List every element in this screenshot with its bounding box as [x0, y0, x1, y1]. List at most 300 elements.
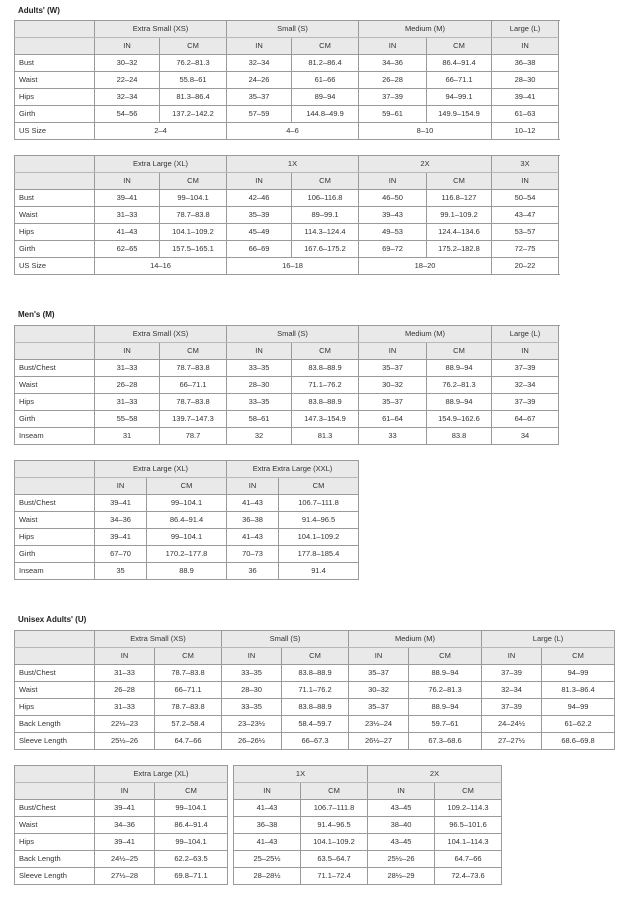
unit-header-cm: CM: [155, 783, 228, 800]
row-label-inseam: Inseam: [15, 563, 95, 580]
measurement-cell: 66–67.3: [282, 733, 349, 750]
measurement-cell: 71.1–76.2: [282, 682, 349, 699]
unit-header-cm: CM: [292, 343, 359, 360]
measurement-cell: 25½–26: [368, 851, 435, 868]
size-header-extra-small: Extra Small (XS): [95, 326, 227, 343]
unit-header-cm: CM: [435, 783, 502, 800]
measurement-cell: 88.9: [147, 563, 227, 580]
measurement-cell: 71.1–76.2: [292, 377, 359, 394]
table-row: [234, 834, 502, 851]
measurement-cell: 31–33: [95, 665, 155, 682]
table-row: [15, 224, 559, 241]
section-heading-adults-w: Adults' (W): [18, 6, 60, 15]
table-row: [15, 716, 615, 733]
measurement-cell: 35–39: [227, 207, 292, 224]
measurement-cell: 64.7–66: [435, 851, 502, 868]
unit-header-cm: CM: [282, 648, 349, 665]
measurement-cell: 116.8–127: [427, 190, 492, 207]
table-row: [15, 546, 359, 563]
measurement-cell: 24–24½: [482, 716, 542, 733]
unit-header-in: IN: [359, 173, 427, 190]
row-label-waist: Waist: [15, 377, 95, 394]
measurement-cell: 86.4–91.4: [155, 817, 228, 834]
measurement-cell: 27½–28: [95, 868, 155, 885]
row-label-hips: Hips: [15, 224, 95, 241]
table-row: [15, 360, 559, 377]
table-corner: [15, 156, 95, 173]
unit-header-in: IN: [349, 648, 409, 665]
table-corner: [15, 461, 95, 478]
measurement-cell: 68.6–69.8: [542, 733, 615, 750]
table-row: [15, 800, 228, 817]
measurement-cell: 26½–27: [349, 733, 409, 750]
unit-header-in: IN: [95, 478, 147, 495]
unit-header-cm: CM: [292, 38, 359, 55]
measurement-cell: 72–75: [492, 241, 559, 258]
row-label-us-size: US Size: [15, 123, 95, 140]
measurement-cell: 26–26½: [222, 733, 282, 750]
measurement-cell: 23½–24: [349, 716, 409, 733]
table-row: [15, 207, 559, 224]
measurement-cell: 34–36: [95, 817, 155, 834]
measurement-cell: 31–33: [95, 207, 160, 224]
size-header-2x: 2X: [359, 156, 492, 173]
us-size-cell: 8–10: [359, 123, 492, 140]
measurement-cell: 91.4–96.5: [279, 512, 359, 529]
row-label-sleeve-length: Sleeve Length: [15, 733, 95, 750]
measurement-cell: 76.2–81.3: [427, 377, 492, 394]
measurement-cell: 50–54: [492, 190, 559, 207]
unit-header-in: IN: [359, 343, 427, 360]
unit-header-in: IN: [492, 343, 559, 360]
measurement-cell: 28–30: [227, 377, 292, 394]
table-row: [15, 89, 559, 106]
unit-header-cm: CM: [301, 783, 368, 800]
row-label-waist: Waist: [15, 512, 95, 529]
measurement-cell: 45–49: [227, 224, 292, 241]
size-table-adults-w-xs-l: [14, 20, 559, 140]
measurement-cell: 32: [227, 428, 292, 445]
measurement-cell: 33–35: [222, 699, 282, 716]
row-label-girth: Girth: [15, 241, 95, 258]
measurement-cell: 61–62.2: [542, 716, 615, 733]
table-row: [15, 665, 615, 682]
unit-header-cm: CM: [542, 648, 615, 665]
table-row: [15, 563, 359, 580]
table-row: [15, 512, 359, 529]
measurement-cell: 81.2–86.4: [292, 55, 359, 72]
measurement-cell: 58–61: [227, 411, 292, 428]
measurement-cell: 78.7–83.8: [160, 360, 227, 377]
measurement-cell: 23–23½: [222, 716, 282, 733]
measurement-cell: 33–35: [222, 665, 282, 682]
measurement-cell: 66–71.1: [155, 682, 222, 699]
measurement-cell: 86.4–91.4: [147, 512, 227, 529]
section-heading-mens: Men's (M): [18, 310, 55, 319]
row-label-waist: Waist: [15, 207, 95, 224]
measurement-cell: 96.5–101.6: [435, 817, 502, 834]
measurement-cell: 58.4–59.7: [282, 716, 349, 733]
measurement-cell: 106–116.8: [292, 190, 359, 207]
size-header-large: Large (L): [492, 21, 559, 38]
measurement-cell: 62–65: [95, 241, 160, 258]
measurement-cell: 71.1–72.4: [301, 868, 368, 885]
table-row: [15, 529, 359, 546]
row-label-bust-chest: Bust/Chest: [15, 495, 95, 512]
unit-header-in: IN: [227, 173, 292, 190]
section-heading-unisex: Unisex Adults' (U): [18, 615, 87, 624]
measurement-cell: 55.8–61: [160, 72, 227, 89]
size-table-unisex-xs-l: [14, 630, 615, 750]
table-corner: [15, 478, 95, 495]
measurement-cell: 37–39: [482, 699, 542, 716]
size-header-small: Small (S): [227, 21, 359, 38]
measurement-cell: 41–43: [234, 800, 301, 817]
measurement-cell: 24½–25: [95, 851, 155, 868]
measurement-cell: 91.4–96.5: [301, 817, 368, 834]
table-corner: [15, 326, 95, 343]
measurement-cell: 34–36: [359, 55, 427, 72]
unit-header-in: IN: [227, 343, 292, 360]
measurement-cell: 137.2–142.2: [160, 106, 227, 123]
unit-header-in: IN: [368, 783, 435, 800]
unit-header-in: IN: [95, 38, 160, 55]
unit-header-in: IN: [227, 478, 279, 495]
measurement-cell: 34: [492, 428, 559, 445]
row-label-sleeve-length: Sleeve Length: [15, 868, 95, 885]
measurement-cell: 81.3–86.4: [160, 89, 227, 106]
measurement-cell: 109.2–114.3: [435, 800, 502, 817]
unit-header-in: IN: [492, 38, 559, 55]
row-label-waist: Waist: [15, 682, 95, 699]
unit-header-in: IN: [95, 173, 160, 190]
measurement-cell: 26–28: [95, 377, 160, 394]
measurement-cell: 177.8–185.4: [279, 546, 359, 563]
measurement-cell: 28–30: [492, 72, 559, 89]
us-size-cell: 2–4: [95, 123, 227, 140]
measurement-cell: 99–104.1: [147, 529, 227, 546]
size-header-extra-small: Extra Small (XS): [95, 631, 222, 648]
table-row: [234, 868, 502, 885]
size-header-large: Large (L): [482, 631, 615, 648]
measurement-cell: 91.4: [279, 563, 359, 580]
unit-header-cm: CM: [279, 478, 359, 495]
size-table-adults-w-xl-3x: [14, 155, 559, 275]
us-size-row: [15, 258, 559, 275]
unit-header-cm: CM: [292, 173, 359, 190]
size-header-extra-large: Extra Large (XL): [95, 766, 228, 783]
size-header-2x: 2X: [368, 766, 502, 783]
table-row: [15, 72, 559, 89]
size-header-extra-extra-large: Extra Extra Large (XXL): [227, 461, 359, 478]
measurement-cell: 64.7–66: [155, 733, 222, 750]
measurement-cell: 67–70: [95, 546, 147, 563]
measurement-cell: 76.2–81.3: [409, 682, 482, 699]
measurement-cell: 37–39: [492, 360, 559, 377]
measurement-cell: 33: [359, 428, 427, 445]
measurement-cell: 33–35: [227, 394, 292, 411]
measurement-cell: 86.4–91.4: [427, 55, 492, 72]
measurement-cell: 83.8–88.9: [282, 665, 349, 682]
measurement-cell: 25–25½: [234, 851, 301, 868]
measurement-cell: 89–99.1: [292, 207, 359, 224]
unit-header-in: IN: [227, 38, 292, 55]
measurement-cell: 39–41: [95, 529, 147, 546]
row-label-bust: Bust: [15, 55, 95, 72]
measurement-cell: 36–38: [227, 512, 279, 529]
measurement-cell: 66–71.1: [427, 72, 492, 89]
us-size-cell: 10–12: [492, 123, 559, 140]
measurement-cell: 24–26: [227, 72, 292, 89]
measurement-cell: 28–30: [222, 682, 282, 699]
unit-header-in: IN: [95, 343, 160, 360]
row-label-girth: Girth: [15, 106, 95, 123]
measurement-cell: 36–38: [492, 55, 559, 72]
measurement-cell: 30–32: [359, 377, 427, 394]
table-row: [15, 394, 559, 411]
measurement-cell: 39–41: [95, 800, 155, 817]
measurement-cell: 61–64: [359, 411, 427, 428]
measurement-cell: 114.3–124.4: [292, 224, 359, 241]
measurement-cell: 104.1–109.2: [279, 529, 359, 546]
measurement-cell: 99–104.1: [155, 834, 228, 851]
measurement-cell: 78.7–83.8: [155, 699, 222, 716]
measurement-cell: 32–34: [227, 55, 292, 72]
measurement-cell: 124.4–134.6: [427, 224, 492, 241]
measurement-cell: 67.3–68.6: [409, 733, 482, 750]
measurement-cell: 41–43: [227, 529, 279, 546]
table-row: [15, 106, 559, 123]
table-row: [15, 411, 559, 428]
unit-header-cm: CM: [409, 648, 482, 665]
us-size-cell: 4–6: [227, 123, 359, 140]
us-size-cell: 14–16: [95, 258, 227, 275]
measurement-cell: 43–45: [368, 834, 435, 851]
row-label-bust: Bust: [15, 190, 95, 207]
measurement-cell: 35–37: [349, 699, 409, 716]
measurement-cell: 36–38: [234, 817, 301, 834]
measurement-cell: 104.1–109.2: [160, 224, 227, 241]
unit-header-cm: CM: [155, 648, 222, 665]
measurement-cell: 26–28: [359, 72, 427, 89]
measurement-cell: 63.5–64.7: [301, 851, 368, 868]
measurement-cell: 66–69: [227, 241, 292, 258]
unit-header-in: IN: [359, 38, 427, 55]
unit-header-in: IN: [482, 648, 542, 665]
table-row: [15, 817, 228, 834]
unit-header-cm: CM: [427, 343, 492, 360]
measurement-cell: 99–104.1: [160, 190, 227, 207]
table-row: [15, 733, 615, 750]
measurement-cell: 41–43: [95, 224, 160, 241]
measurement-cell: 37–39: [492, 394, 559, 411]
measurement-cell: 78.7–83.8: [155, 665, 222, 682]
measurement-cell: 94–99: [542, 699, 615, 716]
measurement-cell: 167.6–175.2: [292, 241, 359, 258]
size-header-small: Small (S): [222, 631, 349, 648]
measurement-cell: 106.7–111.8: [279, 495, 359, 512]
measurement-cell: 54–56: [95, 106, 160, 123]
measurement-cell: 144.8–49.9: [292, 106, 359, 123]
unit-header-cm: CM: [160, 173, 227, 190]
measurement-cell: 57–59: [227, 106, 292, 123]
measurement-cell: 62.2–63.5: [155, 851, 228, 868]
table-row: [15, 834, 228, 851]
measurement-cell: 35: [95, 563, 147, 580]
unit-header-cm: CM: [427, 38, 492, 55]
measurement-cell: 35–37: [359, 394, 427, 411]
measurement-cell: 35–37: [227, 89, 292, 106]
measurement-cell: 83.8–88.9: [292, 360, 359, 377]
measurement-cell: 32–34: [492, 377, 559, 394]
measurement-cell: 61–63: [492, 106, 559, 123]
measurement-cell: 69.8–71.1: [155, 868, 228, 885]
measurement-cell: 149.9–154.9: [427, 106, 492, 123]
row-label-hips: Hips: [15, 699, 95, 716]
measurement-cell: 83.8–88.9: [292, 394, 359, 411]
measurement-cell: 89–94: [292, 89, 359, 106]
row-label-hips: Hips: [15, 529, 95, 546]
table-corner: [15, 343, 95, 360]
measurement-cell: 61–66: [292, 72, 359, 89]
measurement-cell: 41–43: [227, 495, 279, 512]
table-row: [234, 851, 502, 868]
size-table-unisex-1x-2x: [233, 765, 502, 885]
measurement-cell: 30–32: [349, 682, 409, 699]
size-header-medium: Medium (M): [349, 631, 482, 648]
row-label-hips: Hips: [15, 394, 95, 411]
size-header-1x: 1X: [227, 156, 359, 173]
size-header-medium: Medium (M): [359, 326, 492, 343]
measurement-cell: 81.3: [292, 428, 359, 445]
measurement-cell: 38–40: [368, 817, 435, 834]
size-header-extra-large: Extra Large (XL): [95, 156, 227, 173]
row-label-waist: Waist: [15, 817, 95, 834]
table-row: [234, 800, 502, 817]
measurement-cell: 72.4–73.6: [435, 868, 502, 885]
measurement-cell: 94–99: [542, 665, 615, 682]
table-corner: [15, 631, 95, 648]
measurement-cell: 34–36: [95, 512, 147, 529]
measurement-cell: 88.9–94: [409, 699, 482, 716]
measurement-cell: 88.9–94: [427, 394, 492, 411]
measurement-cell: 39–41: [95, 834, 155, 851]
measurement-cell: 42–46: [227, 190, 292, 207]
measurement-cell: 32–34: [95, 89, 160, 106]
table-corner: [15, 21, 95, 38]
measurement-cell: 94–99.1: [427, 89, 492, 106]
table-corner: [15, 38, 95, 55]
measurement-cell: 36: [227, 563, 279, 580]
size-header-large: Large (L): [492, 326, 559, 343]
us-size-row: [15, 123, 559, 140]
measurement-cell: 88.9–94: [409, 665, 482, 682]
measurement-cell: 39–41: [95, 190, 160, 207]
measurement-cell: 64–67: [492, 411, 559, 428]
row-label-hips: Hips: [15, 89, 95, 106]
unit-header-cm: CM: [147, 478, 227, 495]
size-header-3x: 3X: [492, 156, 559, 173]
size-table-unisex-xl: [14, 765, 228, 885]
us-size-cell: 18–20: [359, 258, 492, 275]
measurement-cell: 55–58: [95, 411, 160, 428]
measurement-cell: 139.7–147.3: [160, 411, 227, 428]
measurement-cell: 31–33: [95, 699, 155, 716]
unit-header-in: IN: [95, 648, 155, 665]
table-row: [15, 377, 559, 394]
measurement-cell: 49–53: [359, 224, 427, 241]
measurement-cell: 99.1–109.2: [427, 207, 492, 224]
measurement-cell: 106.7–111.8: [301, 800, 368, 817]
table-row: [15, 851, 228, 868]
measurement-cell: 70–73: [227, 546, 279, 563]
unit-header-in: IN: [95, 783, 155, 800]
row-label-bust-chest: Bust/Chest: [15, 800, 95, 817]
size-header-medium: Medium (M): [359, 21, 492, 38]
table-row: [15, 699, 615, 716]
row-label-waist: Waist: [15, 72, 95, 89]
measurement-cell: 35–37: [359, 360, 427, 377]
measurement-cell: 46–50: [359, 190, 427, 207]
unit-header-in: IN: [222, 648, 282, 665]
row-label-inseam: Inseam: [15, 428, 95, 445]
measurement-cell: 78.7–83.8: [160, 394, 227, 411]
table-row: [15, 495, 359, 512]
table-row: [15, 241, 559, 258]
measurement-cell: 39–43: [359, 207, 427, 224]
measurement-cell: 76.2–81.3: [160, 55, 227, 72]
measurement-cell: 170.2–177.8: [147, 546, 227, 563]
row-label-back-length: Back Length: [15, 716, 95, 733]
size-header-extra-large: Extra Large (XL): [95, 461, 227, 478]
measurement-cell: 41–43: [234, 834, 301, 851]
measurement-cell: 39–41: [95, 495, 147, 512]
measurement-cell: 33–35: [227, 360, 292, 377]
measurement-cell: 66–71.1: [160, 377, 227, 394]
measurement-cell: 28½–29: [368, 868, 435, 885]
measurement-cell: 35–37: [349, 665, 409, 682]
measurement-cell: 25½–26: [95, 733, 155, 750]
measurement-cell: 154.9–162.6: [427, 411, 492, 428]
measurement-cell: 26–28: [95, 682, 155, 699]
unit-header-cm: CM: [160, 38, 227, 55]
unit-header-in: IN: [234, 783, 301, 800]
us-size-cell: 16–18: [227, 258, 359, 275]
measurement-cell: 27–27½: [482, 733, 542, 750]
row-label-back-length: Back Length: [15, 851, 95, 868]
measurement-cell: 28–28½: [234, 868, 301, 885]
table-corner: [15, 648, 95, 665]
measurement-cell: 22½–23: [95, 716, 155, 733]
table-row: [15, 868, 228, 885]
measurement-cell: 147.3–154.9: [292, 411, 359, 428]
measurement-cell: 30–32: [95, 55, 160, 72]
measurement-cell: 31: [95, 428, 160, 445]
table-row: [15, 428, 559, 445]
measurement-cell: 83.8: [427, 428, 492, 445]
table-corner: [15, 766, 95, 783]
measurement-cell: 104.1–114.3: [435, 834, 502, 851]
size-header-1x: 1X: [234, 766, 368, 783]
measurement-cell: 39–41: [492, 89, 559, 106]
measurement-cell: 99–104.1: [147, 495, 227, 512]
table-row: [15, 55, 559, 72]
measurement-cell: 78.7: [160, 428, 227, 445]
measurement-cell: 175.2–182.8: [427, 241, 492, 258]
us-size-cell: 20–22: [492, 258, 559, 275]
row-label-hips: Hips: [15, 834, 95, 851]
measurement-cell: 43–47: [492, 207, 559, 224]
